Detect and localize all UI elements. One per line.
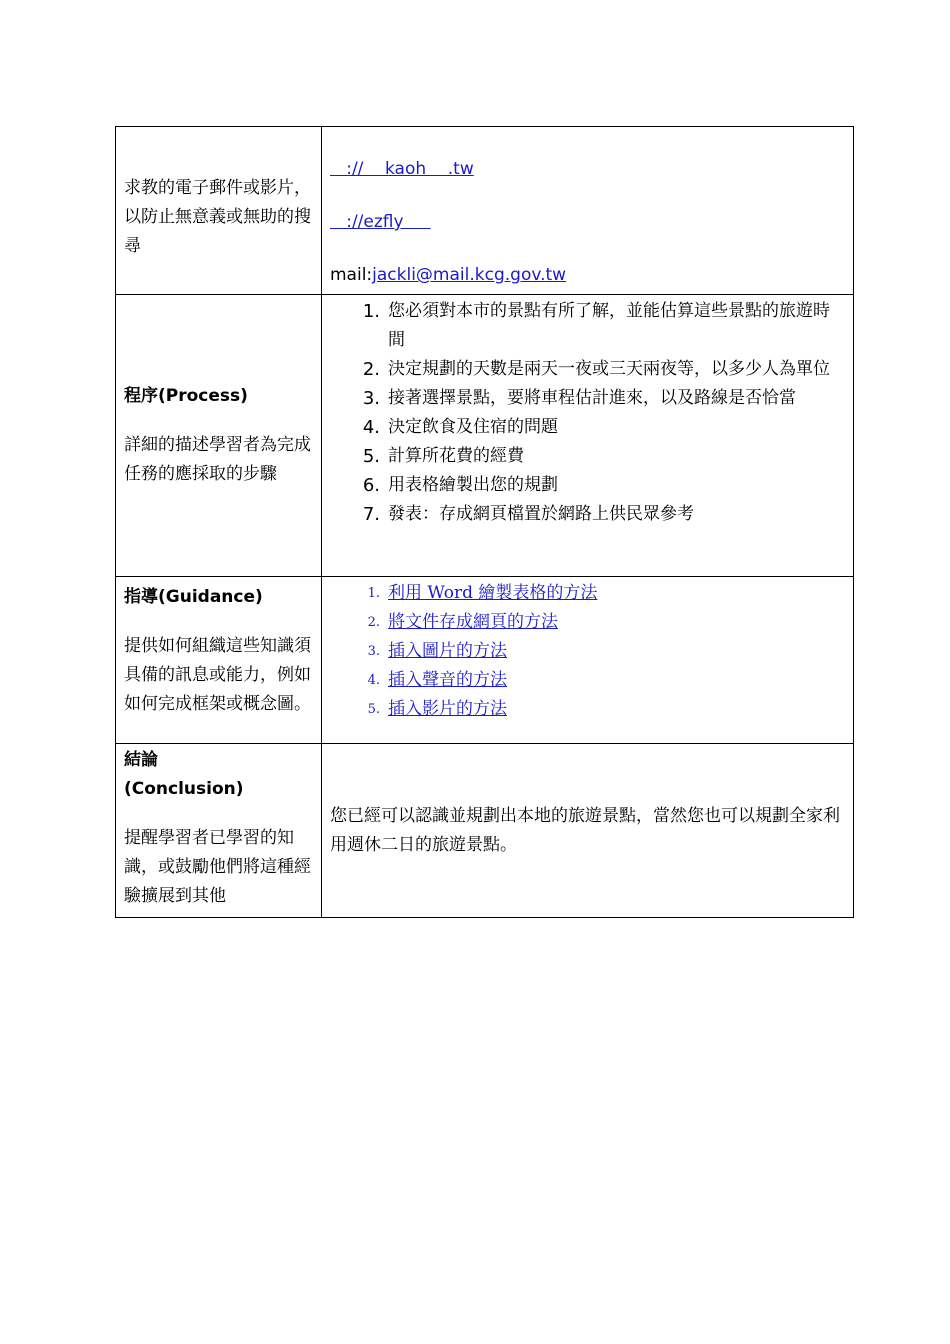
- list-item: [330, 579, 845, 608]
- process-steps-cell: [322, 295, 854, 577]
- process-description: 詳細的描述學習者為完成任務的應採取的步驟: [124, 435, 311, 484]
- conclusion-left-cell: [116, 744, 322, 918]
- step-number: 6.: [362, 475, 380, 496]
- list-item: [330, 355, 845, 384]
- step-number: 4.: [362, 417, 380, 438]
- step-number: 1.: [362, 301, 380, 322]
- list-item: [330, 637, 845, 666]
- guidance-heading: 指導(Guidance): [124, 587, 263, 607]
- step-number: 5.: [362, 446, 380, 467]
- mail-prefix: mail:: [330, 265, 373, 285]
- conclusion-body: 您已經可以認識並規劃出本地的旅遊景點，當然您也可以規劃全家利用週休二日的旅遊景點。: [330, 805, 840, 855]
- guidance-description: 提供如何組織這些知識須具備的訊息或能力，例如如何完成框架或概念圖。: [124, 636, 311, 714]
- list-item: [330, 297, 845, 355]
- guide-link-insert-sound[interactable]: 插入聲音的方法: [388, 670, 507, 690]
- conclusion-heading-line2: (Conclusion): [124, 779, 244, 799]
- link-number: 1.: [367, 586, 380, 601]
- guidance-row: [116, 577, 854, 744]
- list-item: [330, 500, 845, 529]
- step-text: 決定飲食及住宿的問題: [388, 417, 558, 437]
- guide-link-word-table[interactable]: 利用 Word 繪製表格的方法: [388, 583, 598, 603]
- process-heading: 程序(Process): [124, 386, 248, 406]
- step-text: 計算所花費的經費: [388, 446, 524, 466]
- process-steps-list: [330, 297, 845, 529]
- process-row: [116, 295, 854, 577]
- list-item: [330, 413, 845, 442]
- lesson-table: [115, 126, 854, 918]
- resources-row: [116, 127, 854, 295]
- link-number: 4.: [367, 673, 380, 688]
- resources-description: [116, 127, 322, 295]
- conclusion-heading-line1: 結論: [124, 750, 158, 770]
- link-number: 2.: [367, 615, 380, 630]
- website-link-1[interactable]: :// kaoh .tw: [330, 159, 474, 179]
- guidance-links-list: [330, 579, 845, 724]
- list-item: [330, 695, 845, 724]
- step-number: 7.: [362, 504, 380, 525]
- step-number: 2.: [362, 359, 380, 380]
- step-text: 發表：存成網頁檔置於網路上供民眾參考: [388, 504, 694, 524]
- guidance-links-cell: [322, 577, 854, 744]
- guide-link-insert-image[interactable]: 插入圖片的方法: [388, 641, 507, 661]
- resources-links-cell: [322, 127, 854, 295]
- conclusion-row: [116, 744, 854, 918]
- step-number: 3.: [362, 388, 380, 409]
- list-item: [330, 384, 845, 413]
- conclusion-description: 提醒學習者已學習的知識，或鼓勵他們將這種經驗擴展到其他: [124, 828, 311, 906]
- process-left-cell: [116, 295, 322, 577]
- link-number: 3.: [367, 644, 380, 659]
- step-text: 接著選擇景點，要將車程估計進來，以及路線是否恰當: [388, 388, 796, 408]
- website-link-2[interactable]: ://ezfly: [330, 212, 431, 232]
- step-text: 決定規劃的天數是兩天一夜或三天兩夜等，以多少人為單位: [388, 359, 830, 379]
- step-text: 用表格繪製出您的規劃: [388, 475, 558, 495]
- list-item: [330, 442, 845, 471]
- email-link[interactable]: jackli@mail.kcg.gov.tw: [372, 265, 567, 285]
- guide-link-save-webpage[interactable]: 將文件存成網頁的方法: [388, 612, 558, 632]
- conclusion-body-cell: [322, 744, 854, 918]
- link-number: 5.: [367, 702, 380, 717]
- list-item: [330, 666, 845, 695]
- guidance-left-cell: [116, 577, 322, 744]
- resources-description-text: 求教的電子郵件或影片，以防止無意義或無助的搜尋: [124, 178, 311, 256]
- guide-link-insert-video[interactable]: 插入影片的方法: [388, 699, 507, 719]
- list-item: [330, 471, 845, 500]
- step-text: 您必須對本市的景點有所了解，並能估算這些景點的旅遊時間: [388, 301, 830, 350]
- list-item: [330, 608, 845, 637]
